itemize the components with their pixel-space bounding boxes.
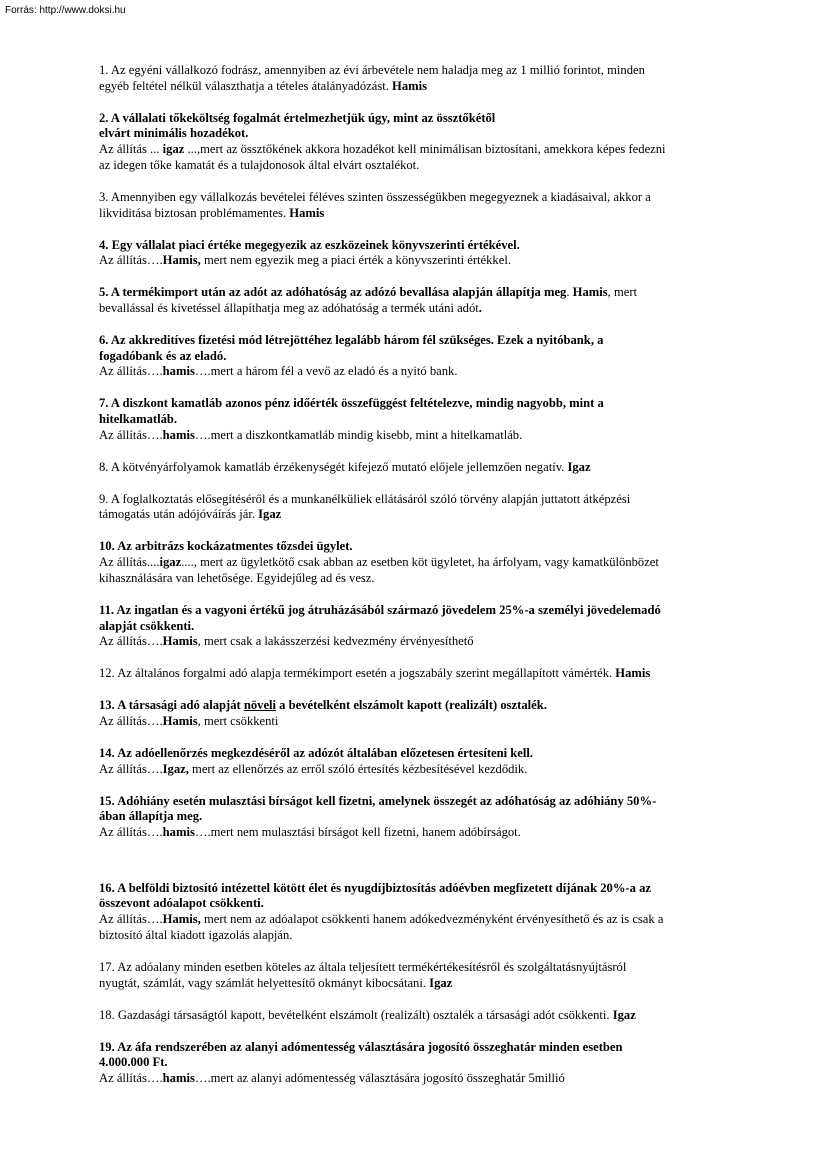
list-item <box>99 1008 731 1024</box>
question-text: alapját csökkenti. <box>99 618 195 633</box>
list-item <box>99 460 731 476</box>
answer-label: hamis <box>162 427 195 442</box>
answer-text: Az állítás….Hamis, mert csökkenti <box>99 713 279 728</box>
underlined-word: növeli <box>243 698 277 713</box>
answer-label: Hamis <box>162 713 198 728</box>
answer-label: Hamis <box>392 78 428 93</box>
statement-text: egyéb feltétel nélkül választhatja a tételes átalányadózást. Hamis <box>99 78 428 93</box>
answer-text: bevallással és kivetéssel állapíthatja meg az adóhatóság a termék utáni adót. <box>99 300 482 315</box>
answer-label: Hamis, <box>162 912 201 927</box>
list-item <box>99 111 731 174</box>
answer-label: Hamis <box>572 285 608 300</box>
statement-text: 8. A kötvényárfolyamok kamatláb érzékenységét kifejező mutató előjele jellemzően negatív. Igaz <box>99 459 591 474</box>
question-text: 4. Egy vállalat piaci értéke megegyezik az eszközeinek könyvszerinti értékével. <box>99 237 520 252</box>
answer-label: hamis <box>162 825 195 840</box>
statement-text: 18. Gazdasági társaságtól kapott, bevételként elszámolt (realizált) osztalék a társasági adót csökkenti. Igaz <box>99 1007 636 1022</box>
answer-label: igaz <box>159 555 182 570</box>
source-url: Forrás: http://www.doksi.hu <box>5 5 126 16</box>
list-item <box>99 666 731 682</box>
question-text: 13. A társasági adó alapját növeli a bevételként elszámolt kapott (realizált) osztalék. <box>99 698 547 713</box>
question-text: hitelkamatláb. <box>99 412 178 427</box>
list-item <box>99 238 731 269</box>
statement-text: 3. Amennyiben egy vállalkozás bevételei féléves szinten összességükben megegyeznek a kiadásaival, akkor a <box>99 189 651 204</box>
question-text: 11. Az ingatlan és a vagyoni értékű jog átruházásából származó jövedelem 25%-a személyi jövedelemadó <box>99 602 661 617</box>
question-text: ában állapítja meg. <box>99 809 203 824</box>
list-item <box>99 539 731 586</box>
statement-text: támogatás után adójóváírás jár. Igaz <box>99 507 282 522</box>
question-text: fogadóbank és az eladó. <box>99 348 227 363</box>
list-item <box>99 190 731 221</box>
statement-text: 17. Az adóalany minden esetben köteles az általa teljesített termékértékesítésről és szolgáltatásnyújtásról <box>99 959 627 974</box>
answer-label: Igaz <box>567 459 591 474</box>
question-text: 5. A termékimport után az adót az adóhatóság az adózó bevallása alapján állapítja meg. Hamis, mert <box>99 285 638 300</box>
list-item <box>99 1040 731 1087</box>
list-item <box>99 960 731 991</box>
list-item <box>99 63 731 94</box>
list-item <box>99 881 731 944</box>
answer-text: Az állítás….hamis….mert az alanyi adómentesség választására jogosító összeghatár 5millió <box>99 1070 565 1085</box>
list-item <box>99 396 731 443</box>
answer-text: Az állítás ... igaz ...,mert az össztőkének akkora hozadékot kell minimálisan biztosítani, amekkora képes fedezni <box>99 142 666 157</box>
answer-text: Az állítás….Hamis, mert csak a lakásszerzési kedvezmény érvényesíthető <box>99 634 474 649</box>
statement-text: 1. Az egyéni vállalkozó fodrász, amennyiben az évi árbevétele nem haladja meg az 1 millió forintot, minden <box>99 63 645 77</box>
answer-label: Igaz, <box>162 761 189 776</box>
list-item <box>99 285 731 316</box>
question-text: 6. Az akkreditíves fizetési mód létrejöttéhez legalább három fél szükséges. Ezek a nyitóbank, a <box>99 332 604 347</box>
statement-text: nyugtát, számlát, vagy számlát helyettesítő okmányt kibocsátani. Igaz <box>99 975 453 990</box>
answer-text: az idegen tőke kamatát és a tulajdonosok által elvárt osztalékot. <box>99 157 420 172</box>
answer-text: Az állítás….Igaz, mert az ellenőrzés az erről szóló értesítés kézbesítésével kezdődik. <box>99 761 528 776</box>
answer-label: igaz <box>162 142 185 157</box>
question-text: 14. Az adóellenőrzés megkezdéséről az adózót általában előzetesen értesíteni kell. <box>99 745 534 760</box>
question-text: elvárt minimális hozadékot. <box>99 126 249 141</box>
answer-label: Igaz <box>429 975 453 990</box>
question-text: 15. Adóhiány esetén mulasztási bírságot kell fizetni, amelynek összegét az adóhatóság az adóhiány 50%- <box>99 793 657 808</box>
answer-text: kihasználására van lehetősége. Egyidejűleg ad és vesz. <box>99 570 375 585</box>
answer-label: Hamis <box>162 634 198 649</box>
answer-text: Az állítás….hamis….mert a három fél a vevő az eladó és a nyitó bank. <box>99 364 458 379</box>
answer-text: biztosító által kiadott igazolás alapján. <box>99 927 293 942</box>
answer-text: Az állítás….Hamis, mert nem egyezik meg a piaci érték a könyvszerinti értékkel. <box>99 253 511 268</box>
question-text: 2. A vállalati tőkeköltség fogalmát értelmezhetjük úgy, mint az össztőkétől <box>99 110 496 125</box>
list-item <box>99 746 731 777</box>
answer-label: Hamis <box>615 666 651 681</box>
answer-label: Hamis, <box>162 253 201 268</box>
answer-text: Az állítás….hamis….mert a diszkontkamatláb mindig kisebb, mint a hitelkamatláb. <box>99 427 523 442</box>
statement-text: 9. A foglalkoztatás elősegítéséről és a munkanélküliek ellátásáról szóló törvény alapján juttatott átképzési <box>99 491 631 506</box>
question-text: 19. Az áfa rendszerében az alanyi adómentesség választására jogosító összeghatár minden esetben <box>99 1039 623 1054</box>
list-item <box>99 492 731 523</box>
answer-label: Igaz <box>258 507 282 522</box>
answer-label: Hamis <box>289 205 325 220</box>
question-text: 4.000.000 Ft. <box>99 1055 168 1070</box>
answer-label: hamis <box>162 1070 195 1085</box>
answer-text: Az állítás....igaz...., mert az ügyletkötő csak abban az esetben köt ügyletet, ha árfolyam, vagy kamatkülönbözet <box>99 555 659 570</box>
answer-label: hamis <box>162 364 195 379</box>
answer-label: Igaz <box>612 1007 636 1022</box>
list-item <box>99 603 731 650</box>
list-item <box>99 333 731 380</box>
document-body <box>99 63 731 1103</box>
list-item <box>99 698 731 729</box>
question-text: 7. A diszkont kamatláb azonos pénz időérték összefüggést feltételezve, mindig nagyobb, mint a <box>99 396 604 411</box>
statement-text: 12. Az általános forgalmi adó alapja termékimport esetén a jogszabály szerint megállapított vámérték. Hamis <box>99 666 651 681</box>
question-text: 16. A belföldi biztosító intézettel kötött élet és nyugdíjbiztosítás adóévben megfizetett díjának 20%-a az <box>99 880 651 895</box>
answer-text: Az állítás….Hamis, mert nem az adóalapot csökkenti hanem adókedvezményként érvényesíthető és az is csak a <box>99 912 664 927</box>
answer-text: Az állítás….hamis….mert nem mulasztási bírságot kell fizetni, hanem adóbírságot. <box>99 825 521 840</box>
list-item <box>99 794 731 841</box>
question-text: 10. Az arbitrázs kockázatmentes tőzsdei ügylet. <box>99 539 353 554</box>
question-text: összevont adóalapot csökkenti. <box>99 896 264 911</box>
statement-text: likviditása biztosan problémamentes. Hamis <box>99 205 325 220</box>
